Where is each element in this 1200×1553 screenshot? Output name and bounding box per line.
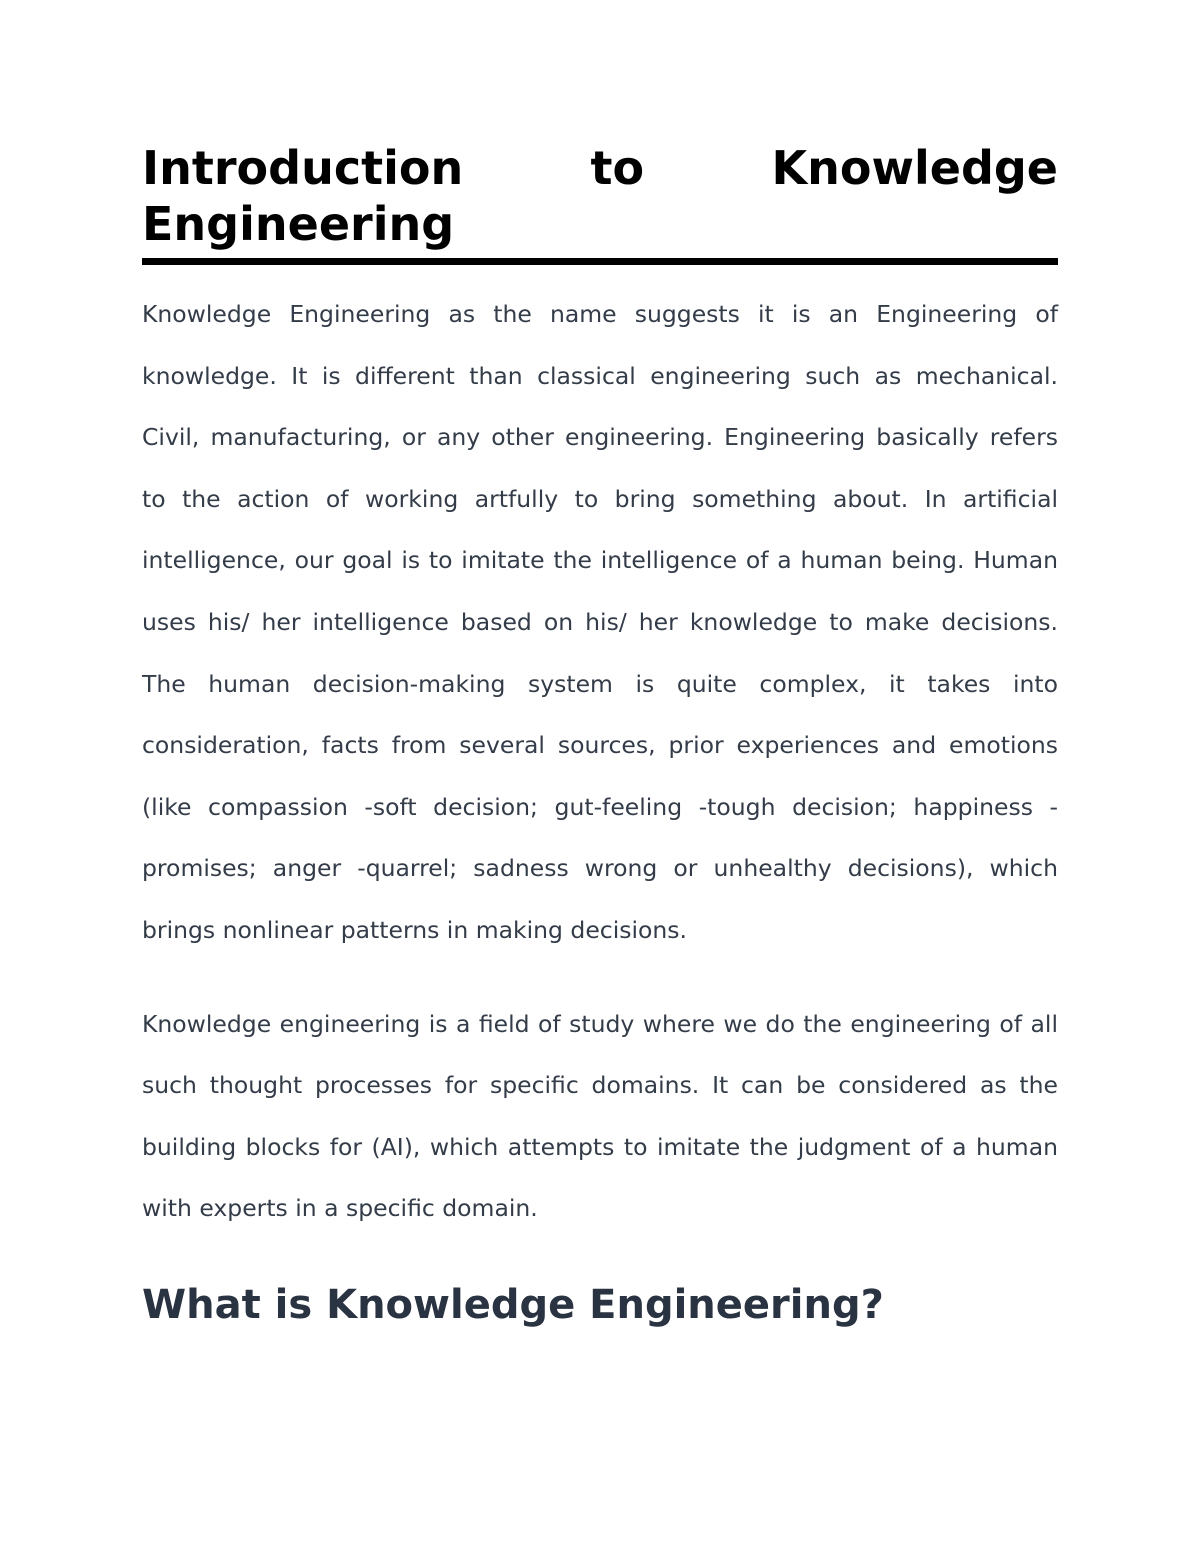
intro-paragraph: Knowledge Engineering as the name suggests it is an Engineering of knowledge. It is different than classical engineering such as mechanical. Civil, manufacturing, or any other engineering. Engineering basically refers to the action of working artfully to bring something about. In artificial intelligence, our goal is to imitate the intelligence of a human being. Human uses his/ her intelligence based on his/ her knowledge to make decisions. The human decision-making system is quite complex, it takes into consideration, facts from several sources, prior experiences and emotions (like compassion -soft decision; gut-feeling -tough decision; happiness -promises; anger -quarrel; sadness wrong or unhealthy decisions), which brings nonlinear patterns in making decisions.: [142, 300, 1058, 944]
title-underline-divider: [142, 258, 1058, 265]
section-heading: What is Knowledge Engineering?: [142, 1281, 884, 1328]
page-title: Introduction to Knowledge Engineering: [142, 141, 1058, 251]
document-page: [142, 140, 1058, 1330]
field-of-study-paragraph: Knowledge engineering is a field of study where we do the engineering of all such thought processes for specific domains. It can be considered as the building blocks for (AI), which attempts to imitate the judgment of a human with experts in a specific domain.: [142, 1009, 1058, 1223]
